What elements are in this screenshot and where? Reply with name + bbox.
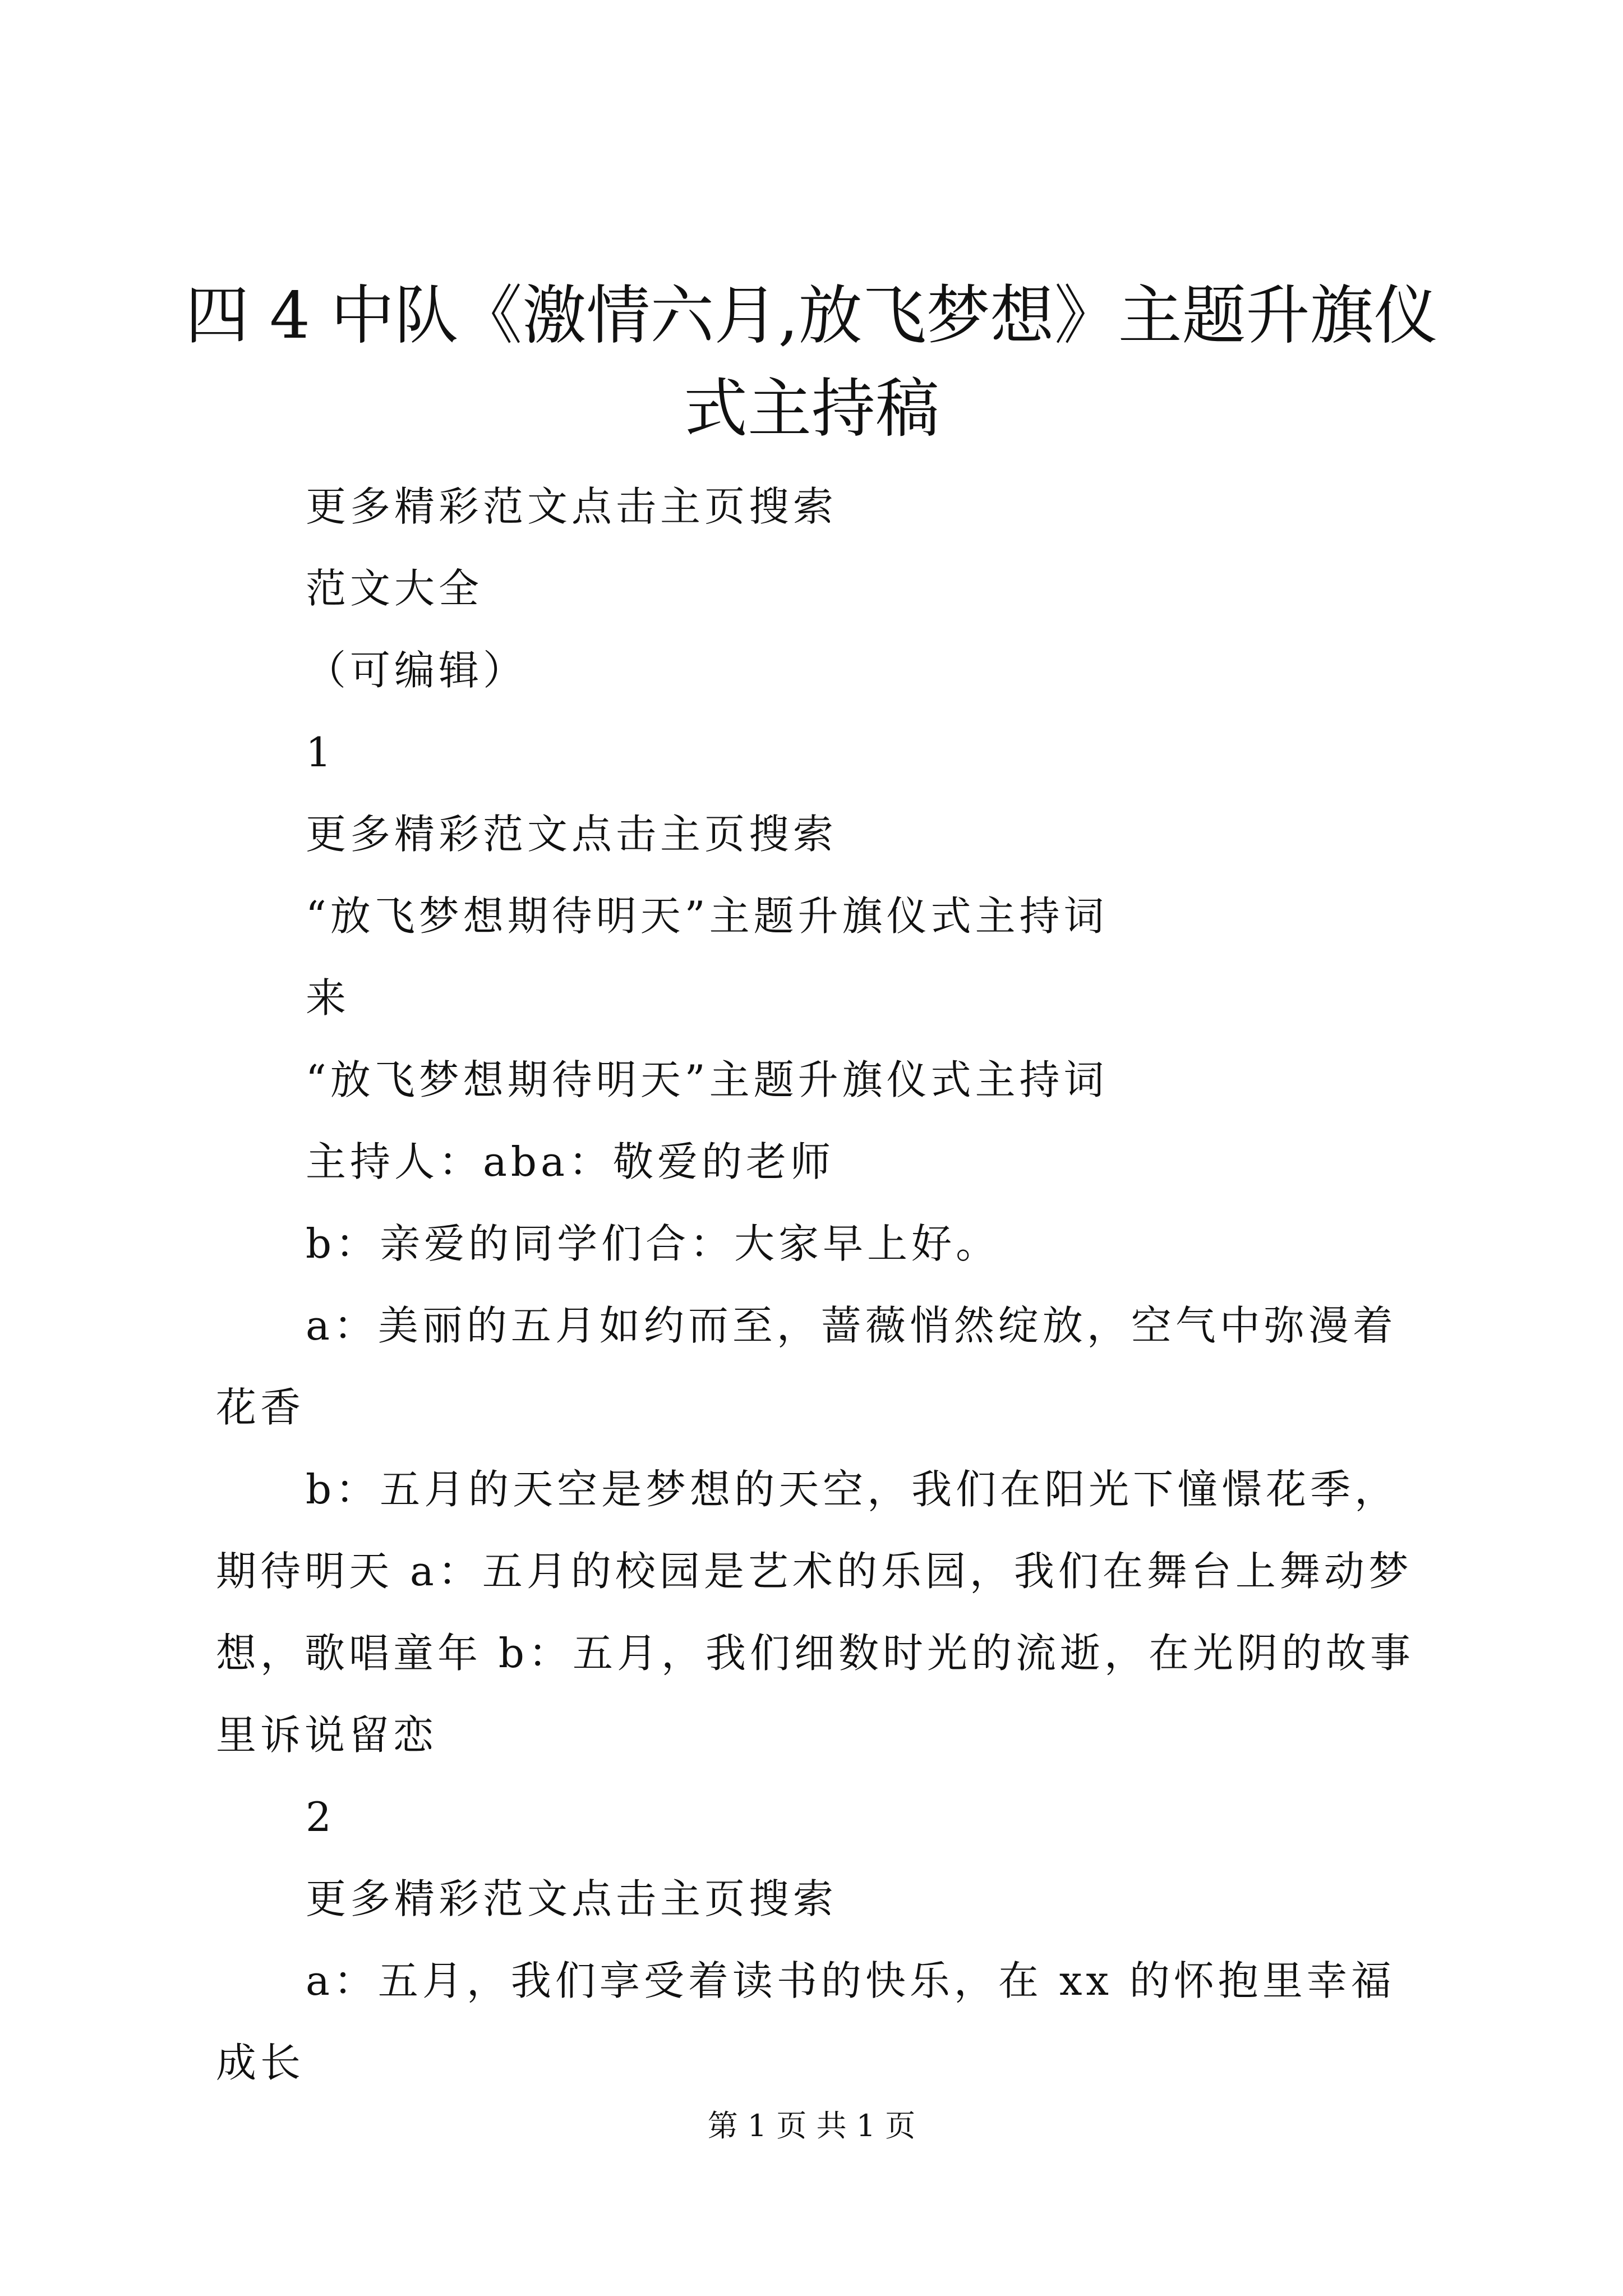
- page-footer: 第 1 页 共 1 页: [707, 2108, 916, 2143]
- paragraph: 更多精彩范文点击主页搜索: [306, 1875, 838, 1922]
- paragraph: 范文大全: [306, 565, 483, 612]
- page-number-marker: 2: [306, 1793, 335, 1841]
- paragraph: a：五月，我们享受着读书的快乐，在 xx 的怀抱里幸福成长: [216, 1957, 1395, 2086]
- paragraph: “放飞梦想期待明天”主题升旗仪式主持词: [306, 1056, 1108, 1103]
- paragraph: a：美丽的五月如约而至，蔷薇悄然绽放，空气中弥漫着花香: [216, 1302, 1397, 1431]
- paragraph: “放飞梦想期待明天”主题升旗仪式主持词: [306, 892, 1108, 940]
- paragraph: b：五月的天空是梦想的天空，我们在阳光下憧憬花季，期待明天 a：五月的校园是艺术的乐园，我们在舞台上舞动梦想，歌唱童年 b：五月，我们细数时光的流逝，在光阴的故事里诉说留恋: [216, 1466, 1414, 1759]
- paragraph: 主持人：aba：敬爱的老师: [306, 1138, 834, 1185]
- paragraph: 更多精彩范文点击主页搜索: [306, 811, 838, 858]
- paragraph: 更多精彩范文点击主页搜索: [306, 483, 838, 530]
- document-title: 四 4 中队《激情六月,放飞梦想》主题升旗仪式主持稿: [185, 278, 1438, 446]
- paragraph: （可编辑）: [306, 647, 528, 694]
- paragraph: 来: [306, 974, 351, 1022]
- page-number-marker: 1: [306, 729, 335, 776]
- document-body: [216, 466, 1424, 2104]
- paragraph: b：亲爱的同学们合：大家早上好。: [306, 1220, 1000, 1267]
